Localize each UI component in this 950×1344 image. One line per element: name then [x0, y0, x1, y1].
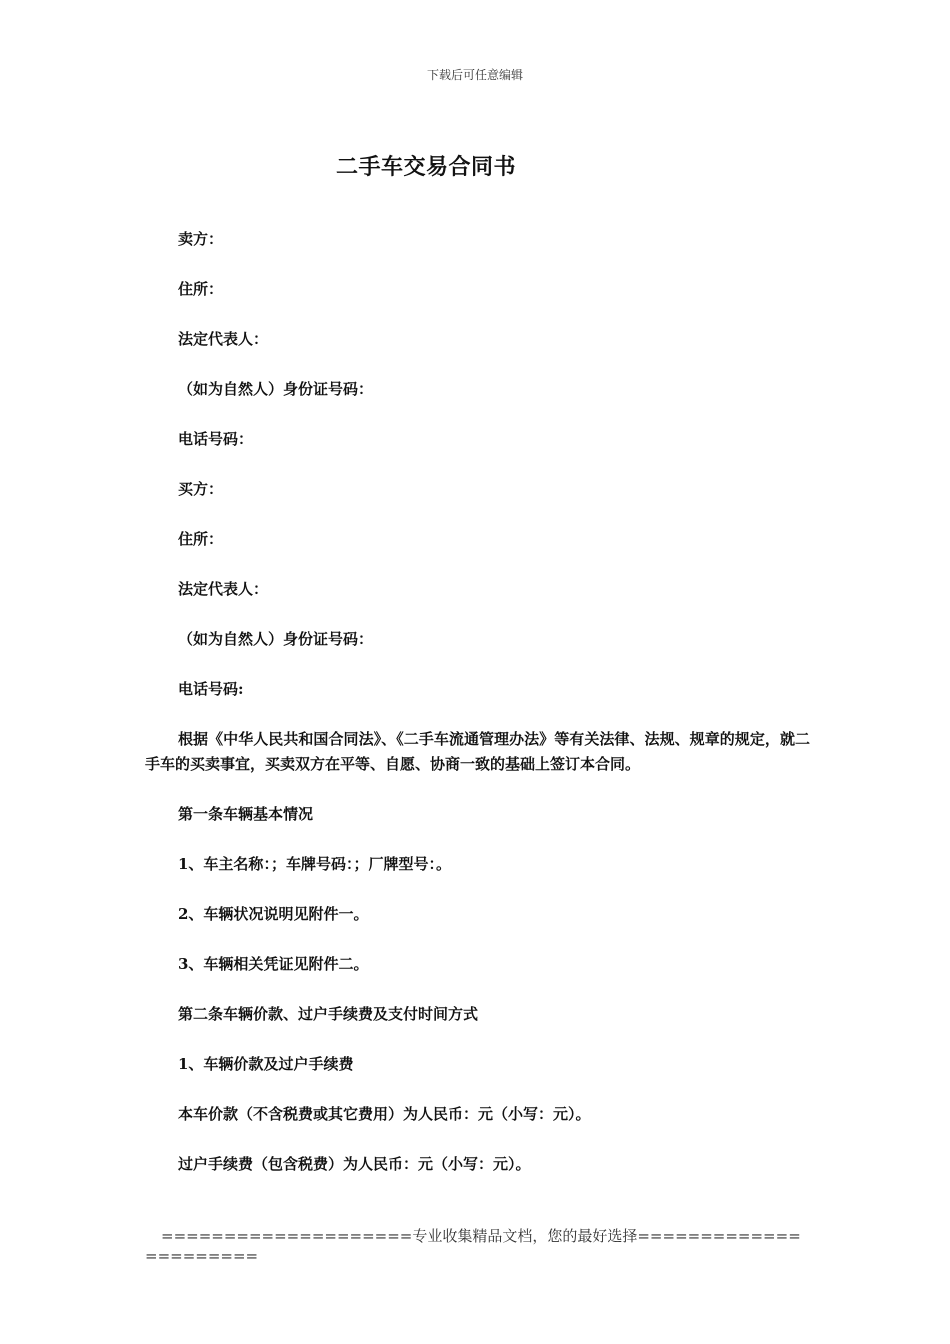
- transfer-fee-line: 过户手续费（包含税费）为人民币：元（小写：元）。: [178, 1155, 531, 1173]
- preamble-paragraph: 根据《中华人民共和国合同法》、《二手车流通管理办法》等有关法律、法规、规章的规定，就二手车的买卖事宜，买卖双方在平等、自愿、协商一致的基础上签订本合同。: [145, 730, 810, 773]
- article-one-item-2: 2、车辆状况说明见附件一。: [178, 905, 369, 923]
- article-two-item-1: 1、车辆价款及过户手续费: [178, 1055, 354, 1073]
- buyer-legal-rep-label: 法定代表人：: [178, 580, 269, 598]
- buyer-id-number-label: （如为自然人）身份证号码：: [178, 630, 374, 648]
- buyer-label: 买方：: [178, 480, 224, 498]
- seller-legal-rep-label: 法定代表人：: [178, 330, 269, 348]
- article-one-item-3: 3、车辆相关凭证见附件二。: [178, 955, 369, 973]
- buyer-address-label: 住所：: [178, 530, 224, 548]
- article-one-item-1: 1、车主名称：；车牌号码：；厂牌型号：。: [178, 855, 451, 873]
- seller-label: 卖方：: [178, 230, 224, 248]
- header-note: 下载后可任意编辑: [426, 68, 523, 82]
- document-body: [145, 227, 810, 1202]
- footer-banner: ====================专业收集精品文档，您的最好选择======================: [145, 1227, 801, 1265]
- article-one-heading: 第一条车辆基本情况: [178, 805, 314, 823]
- seller-address-label: 住所：: [178, 280, 224, 298]
- vehicle-price-line: 本车价款（不含税费或其它费用）为人民币：元（小写：元）。: [178, 1105, 591, 1123]
- seller-phone-label: 电话号码：: [178, 430, 254, 448]
- document-title: 二手车交易合同书: [336, 154, 517, 180]
- seller-id-number-label: （如为自然人）身份证号码：: [178, 380, 374, 398]
- article-two-heading: 第二条车辆价款、过户手续费及支付时间方式: [178, 1005, 479, 1023]
- buyer-phone-label: 电话号码:: [178, 680, 244, 698]
